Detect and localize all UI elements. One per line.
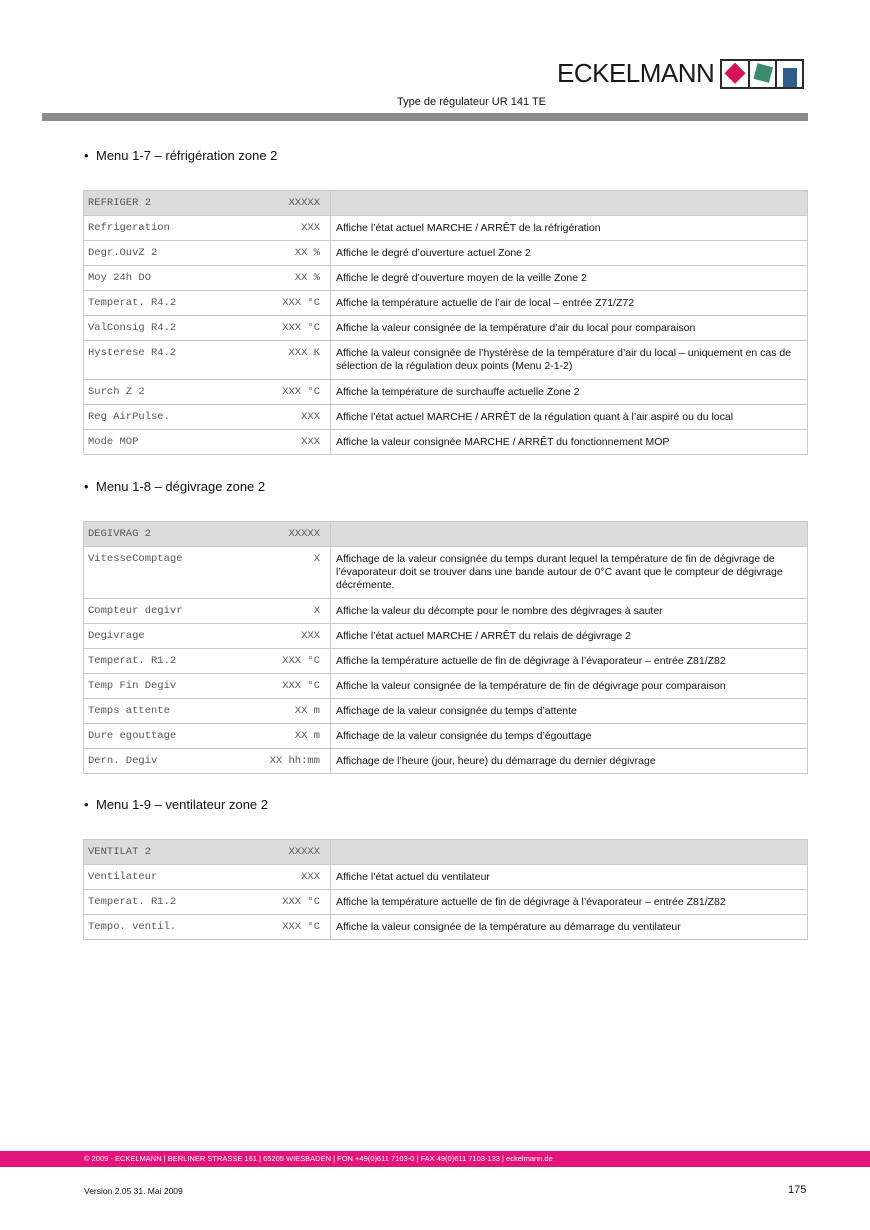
param-desc: Affiche le degré d’ouverture actuel Zone 2 bbox=[331, 241, 808, 266]
param-desc: Affiche la valeur consignée MARCHE / ARRÊT du fonctionnement MOP bbox=[331, 430, 808, 455]
param-name: Temps attente bbox=[88, 705, 170, 717]
param-desc: Affiche la valeur consignée de la température au démarrage du ventilateur bbox=[331, 915, 808, 940]
param-name: VitesseComptage bbox=[88, 553, 183, 565]
table-row bbox=[84, 380, 808, 405]
version-info: Version 2.05 31. Mai 2009 bbox=[84, 1186, 183, 1196]
param-desc: Affiche l’état actuel MARCHE / ARRÊT de la réfrigération bbox=[331, 216, 808, 241]
param-name: Reg AirPulse. bbox=[88, 411, 170, 423]
param-name: DEGIVRAG 2 bbox=[88, 528, 152, 540]
logo-red-square-icon bbox=[722, 61, 747, 87]
param-name: Dern. Degiv bbox=[88, 755, 158, 767]
param-name: Degr.OuvZ 2 bbox=[88, 247, 158, 259]
logo-mark-icon bbox=[720, 59, 804, 89]
param-name: Temperat. R1.2 bbox=[88, 655, 177, 667]
table-row bbox=[84, 241, 808, 266]
document-subtitle: Type de régulateur UR 141 TE bbox=[397, 96, 546, 108]
menu-table-1-8 bbox=[83, 521, 808, 774]
param-value: XXX bbox=[301, 222, 320, 234]
param-name: Moy 24h DO bbox=[88, 272, 152, 284]
param-desc: Affiche la température actuelle de fin de dégivrage à l’évaporateur – entrée Z81/Z82 bbox=[331, 890, 808, 915]
param-name: VENTILAT 2 bbox=[88, 846, 152, 858]
footer-bar bbox=[0, 1151, 870, 1167]
eckelmann-logo bbox=[557, 58, 804, 89]
param-desc: Affiche la valeur du décompte pour le nombre des dégivrages à sauter bbox=[331, 599, 808, 624]
param-desc: Affichage de l’heure (jour, heure) du démarrage du dernier dégivrage bbox=[331, 749, 808, 774]
table-header-row bbox=[84, 522, 808, 547]
table-row bbox=[84, 599, 808, 624]
table-row bbox=[84, 266, 808, 291]
bullet-icon: • bbox=[84, 148, 89, 163]
param-value: XX % bbox=[294, 247, 320, 259]
table-row bbox=[84, 724, 808, 749]
table-row bbox=[84, 865, 808, 890]
param-name: Temperat. R1.2 bbox=[88, 896, 177, 908]
table-row bbox=[84, 341, 808, 380]
table-row bbox=[84, 890, 808, 915]
param-desc bbox=[331, 522, 808, 547]
param-desc: Affiche le degré d’ouverture moyen de la veille Zone 2 bbox=[331, 266, 808, 291]
param-name: Tempo. ventil. bbox=[88, 921, 177, 933]
table-row bbox=[84, 405, 808, 430]
section-title-menu-1-7: • Menu 1-7 – réfrigération zone 2 bbox=[84, 148, 278, 163]
table-row bbox=[84, 749, 808, 774]
param-value: XXXXX bbox=[288, 528, 320, 540]
section-title-menu-1-9: • Menu 1-9 – ventilateur zone 2 bbox=[84, 797, 268, 812]
param-value: XX % bbox=[294, 272, 320, 284]
header-divider-bar bbox=[42, 113, 808, 121]
param-desc bbox=[331, 840, 808, 865]
bullet-icon: • bbox=[84, 479, 89, 494]
param-desc: Affichage de la valeur consignée du temps d’égouttage bbox=[331, 724, 808, 749]
param-value: XXX °C bbox=[282, 297, 320, 309]
param-name: Degivrage bbox=[88, 630, 145, 642]
param-value: XXX °C bbox=[282, 655, 320, 667]
param-value: XX hh:mm bbox=[269, 755, 320, 767]
param-value: XXX °C bbox=[282, 896, 320, 908]
param-name: Hysterese R4.2 bbox=[88, 347, 177, 359]
menu-table-1-9 bbox=[83, 839, 808, 940]
table-row bbox=[84, 291, 808, 316]
logo-text: ECKELMANN bbox=[557, 58, 715, 88]
table-row bbox=[84, 624, 808, 649]
param-name: Mode MOP bbox=[88, 436, 139, 448]
section-title-menu-1-8: • Menu 1-8 – dégivrage zone 2 bbox=[84, 479, 266, 494]
param-value: XXX K bbox=[288, 347, 320, 359]
param-name: Refrigeration bbox=[88, 222, 170, 234]
param-value: XXXXX bbox=[288, 197, 320, 209]
param-name: REFRIGER 2 bbox=[88, 197, 152, 209]
param-value: XXX °C bbox=[282, 680, 320, 692]
param-value: XXXXX bbox=[288, 846, 320, 858]
param-desc bbox=[331, 191, 808, 216]
bullet-icon: • bbox=[84, 797, 89, 812]
param-desc: Affiche l’état actuel MARCHE / ARRÊT du relais de dégivrage 2 bbox=[331, 624, 808, 649]
param-value: X bbox=[313, 553, 320, 565]
param-desc: Affiche la température actuelle de l’air de local – entrée Z71/Z72 bbox=[331, 291, 808, 316]
table-row bbox=[84, 674, 808, 699]
table-row bbox=[84, 699, 808, 724]
table-header-row bbox=[84, 191, 808, 216]
logo-blue-square-icon bbox=[775, 61, 802, 87]
table-row bbox=[84, 216, 808, 241]
param-value: XXX bbox=[301, 411, 320, 423]
menu-table-1-7 bbox=[83, 190, 808, 455]
param-name: Compteur degivr bbox=[88, 605, 183, 617]
param-value: XXX bbox=[301, 436, 320, 448]
param-desc: Affiche la valeur consignée de la température de fin de dégivrage pour comparaison bbox=[331, 674, 808, 699]
param-desc: Affichage de la valeur consignée du temps d’attente bbox=[331, 699, 808, 724]
param-name: Dure egouttage bbox=[88, 730, 177, 742]
param-name: Temp Fin Degiv bbox=[88, 680, 177, 692]
param-desc: Affiche l’état actuel MARCHE / ARRÊT de la régulation quant à l’air aspiré ou du local bbox=[331, 405, 808, 430]
table-header-row bbox=[84, 840, 808, 865]
table-row bbox=[84, 316, 808, 341]
param-value: XXX °C bbox=[282, 386, 320, 398]
footer-address: © 2009 - ECKELMANN | BERLINER STRASSE 161 | 65205 WIESBADEN | FON +49(0)611 7103-0 | FAX 49(0)611 7103-133 | eckelmann.de bbox=[84, 1154, 553, 1163]
logo-green-square-icon bbox=[748, 61, 775, 87]
param-value: XXX °C bbox=[282, 322, 320, 334]
param-name: ValConsig R4.2 bbox=[88, 322, 177, 334]
table-row bbox=[84, 430, 808, 455]
param-value: XXX bbox=[301, 630, 320, 642]
param-desc: Affiche la température actuelle de fin de dégivrage à l’évaporateur – entrée Z81/Z82 bbox=[331, 649, 808, 674]
param-value: XX m bbox=[294, 705, 320, 717]
param-desc: Affiche la valeur consignée de la température d’air du local pour comparaison bbox=[331, 316, 808, 341]
table-row bbox=[84, 649, 808, 674]
param-desc: Affichage de la valeur consignée du temps durant lequel la température de fin de dégivrage de l’évaporateur doit se trouver dans une bande autour de 0°C avant que le compteur de dégivrage décrémente. bbox=[331, 547, 808, 599]
param-desc: Affiche la valeur consignée de l’hystérèse de la température d’air du local – uniquement en cas de sélection de la régulation deux points (Menu 2-1-2) bbox=[331, 341, 808, 380]
param-value: XXX °C bbox=[282, 921, 320, 933]
table-row bbox=[84, 547, 808, 599]
param-desc: Affiche la température de surchauffe actuelle Zone 2 bbox=[331, 380, 808, 405]
param-name: Temperat. R4.2 bbox=[88, 297, 177, 309]
param-value: XXX bbox=[301, 871, 320, 883]
page-number: 175 bbox=[788, 1184, 807, 1196]
param-value: XX m bbox=[294, 730, 320, 742]
param-value: X bbox=[313, 605, 320, 617]
param-name: Surch Z 2 bbox=[88, 386, 145, 398]
table-row bbox=[84, 915, 808, 940]
param-name: Ventilateur bbox=[88, 871, 158, 883]
param-desc: Affiche l’état actuel du ventilateur bbox=[331, 865, 808, 890]
